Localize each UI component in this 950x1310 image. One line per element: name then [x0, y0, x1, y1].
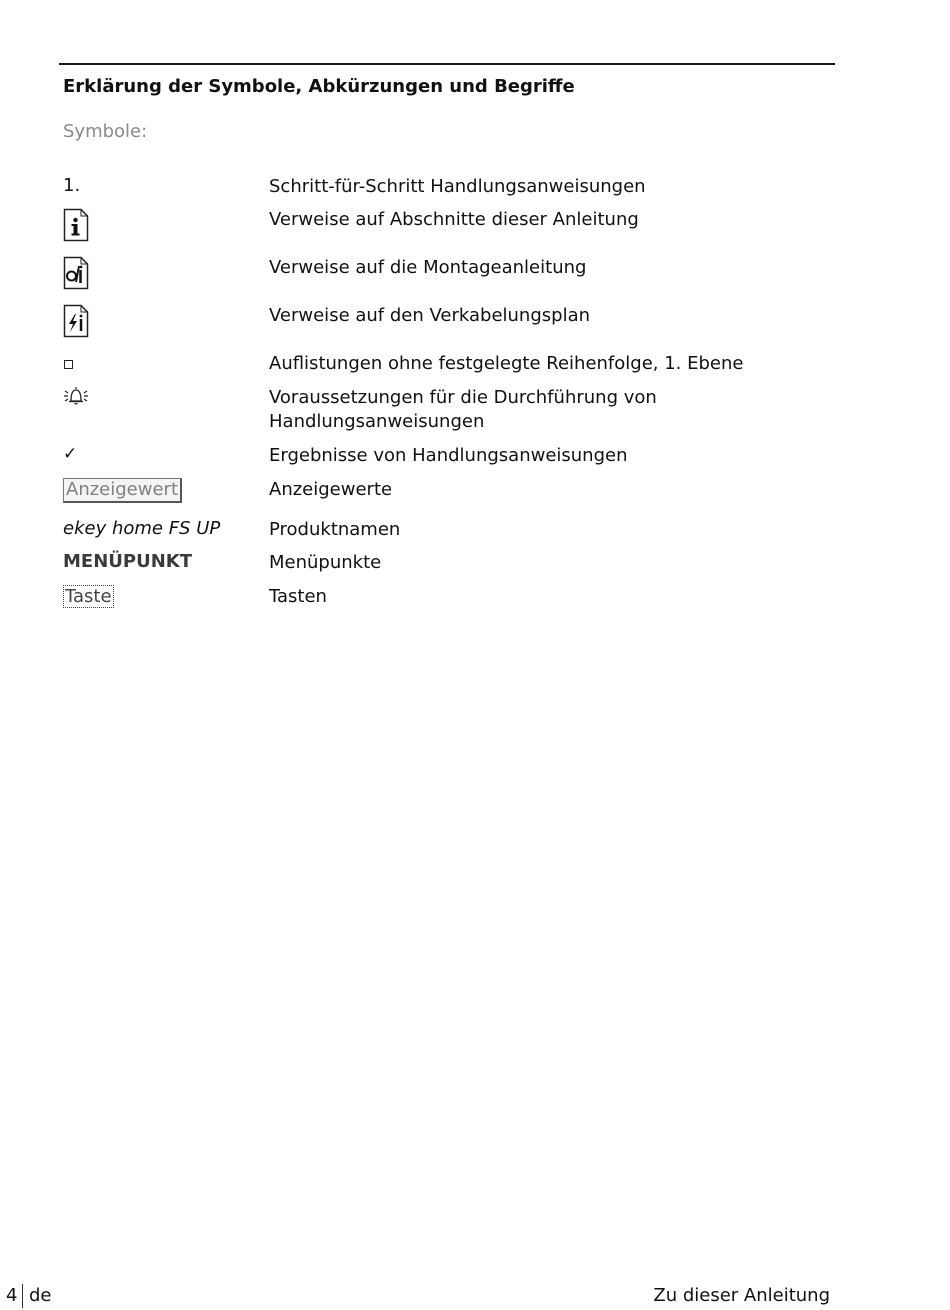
key-sample: Taste [65, 586, 112, 607]
display-value-sample: Anzeigewert [63, 478, 182, 503]
symbol-description: Schritt-für-Schritt Handlungsanweisungen [269, 176, 646, 197]
menu-item-sample: MENÜPUNKT [63, 551, 192, 572]
language-code: de [29, 1285, 52, 1306]
symbol-description: Anzeigewerte [269, 479, 393, 500]
info-document-icon [63, 208, 89, 242]
step-number-symbol: 1. [63, 175, 81, 196]
symbol-description: Ergebnisse von Handlungsanweisungen [269, 445, 628, 466]
symbol-description: Produktnamen [269, 519, 401, 540]
footer-section-title: Zu dieser Anleitung [653, 1285, 830, 1306]
wiring-document-icon [63, 304, 89, 338]
symbol-description: Menüpunkte [269, 552, 382, 573]
symbol-description: Verweise auf Abschnitte dieser Anleitung [269, 209, 639, 230]
page-number: 4 [6, 1285, 18, 1306]
symbol-description: Voraussetzungen für die Durchführung von Handlungsanweisungen [269, 387, 657, 432]
mounting-document-icon [63, 256, 89, 290]
symbol-description: Verweise auf die Montageanleitung [269, 257, 587, 278]
symbol-description: Verweise auf den Verkabelungsplan [269, 305, 591, 326]
top-rule [59, 63, 835, 65]
section-heading: Erklärung der Symbole, Abkürzungen und Begriffe [63, 76, 575, 97]
alarm-bell-icon [63, 386, 89, 411]
symbol-description: Auflistungen ohne festgelegte Reihenfolge, 1. Ebene [269, 353, 744, 374]
check-mark-icon: ✓ [63, 444, 78, 464]
footer-divider [22, 1284, 23, 1308]
symbol-description: Tasten [269, 586, 327, 607]
product-name-sample: ekey home FS UP [63, 518, 221, 539]
symbols-subheading: Symbole: [63, 121, 148, 142]
square-bullet-icon [63, 352, 73, 369]
